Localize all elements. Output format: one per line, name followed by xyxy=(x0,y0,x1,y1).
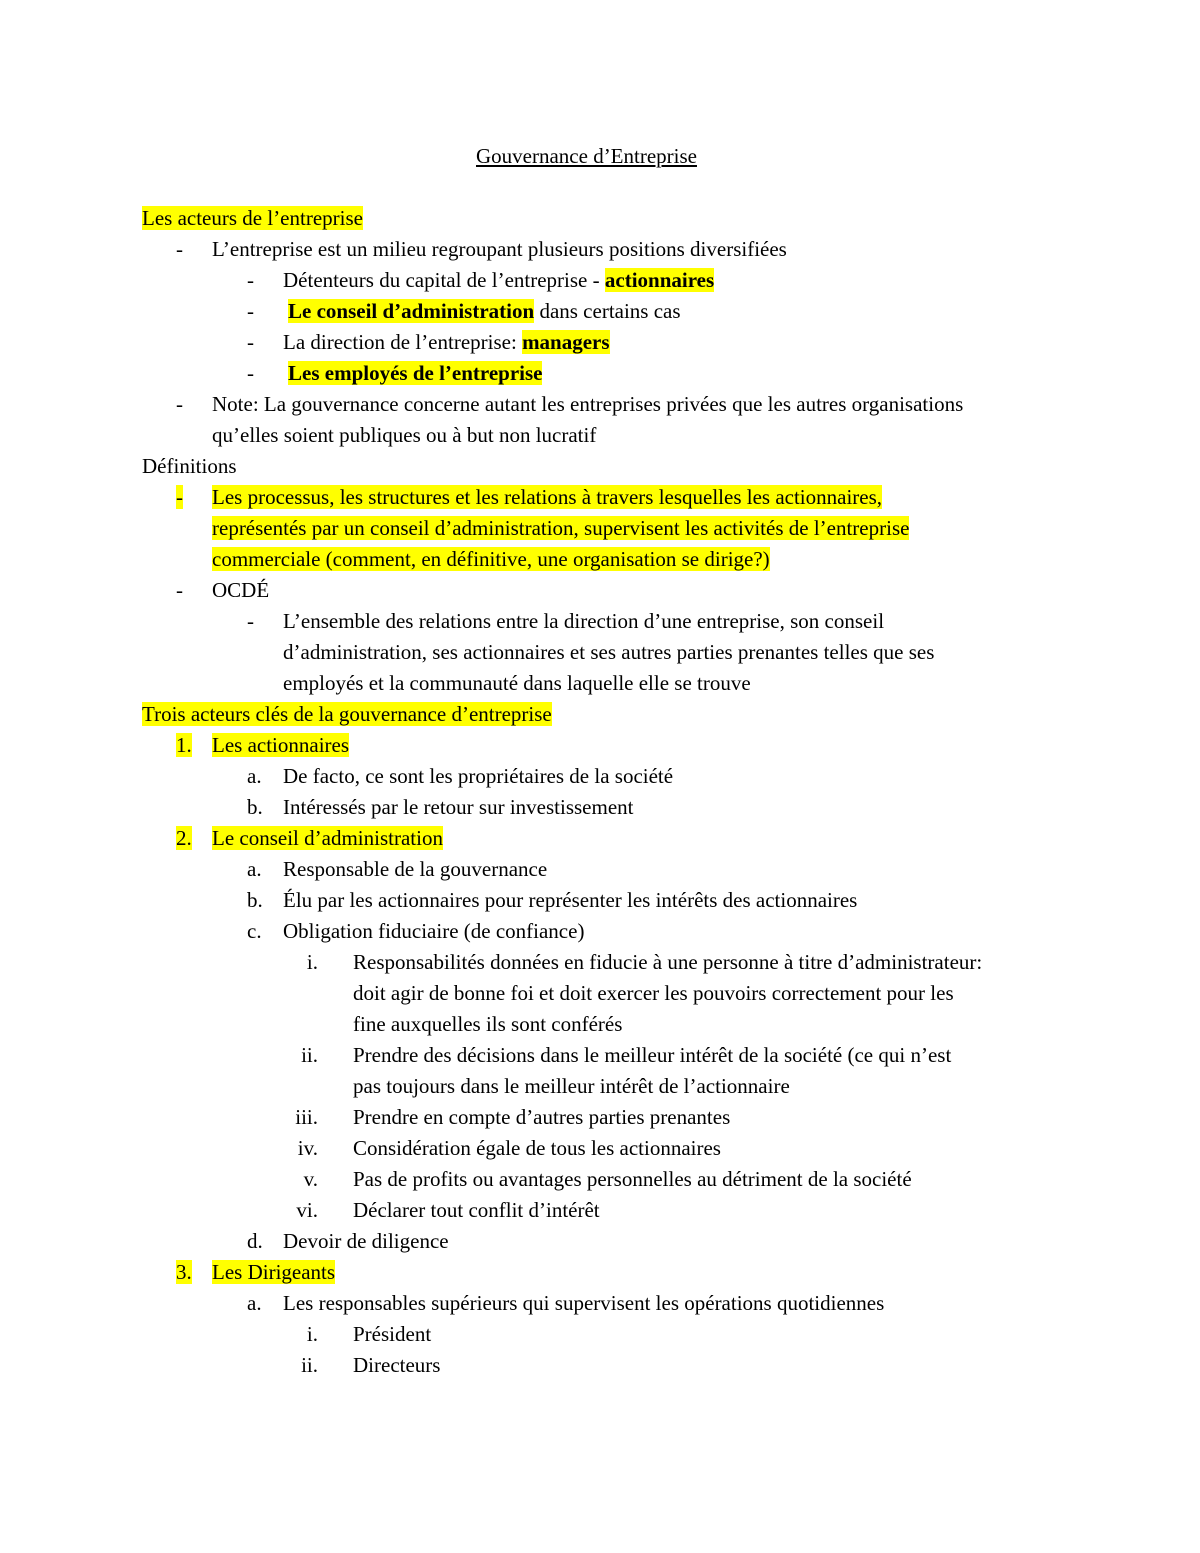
list-item: Note: La gouvernance concerne autant les entreprises privées que les autres organisations xyxy=(212,392,964,416)
list-item-continuation: d’administration, ses actionnaires et ses autres parties prenantes telles que ses xyxy=(283,640,935,664)
list-item: Responsable de la gouvernance xyxy=(283,857,548,881)
list-roman: iv. xyxy=(297,1136,318,1160)
list-item: Directeurs xyxy=(353,1353,441,1377)
list-item: L’entreprise est un milieu regroupant plusieurs positions diversifiées xyxy=(212,237,787,261)
section-heading-definitions: Définitions xyxy=(142,454,237,478)
list-roman: ii. xyxy=(301,1353,318,1377)
dash-marker: - xyxy=(247,361,254,385)
list-item: Devoir de diligence xyxy=(283,1229,449,1253)
list-roman: ii. xyxy=(301,1043,318,1067)
list-letter: c. xyxy=(247,919,262,943)
list-item: Pas de profits ou avantages personnelles au détriment de la société xyxy=(353,1167,912,1191)
list-item: L’ensemble des relations entre la direction d’une entreprise, son conseil xyxy=(283,609,885,633)
list-letter: b. xyxy=(247,888,263,912)
list-item-continuation: employés et la communauté dans laquelle elle se trouve xyxy=(283,671,751,695)
list-item: Obligation fiduciaire (de confiance) xyxy=(283,919,585,943)
list-item-continuation: doit agir de bonne foi et doit exercer les pouvoirs correctement pour les xyxy=(353,981,954,1005)
list-number: 1. xyxy=(176,733,192,757)
list-item: Les Dirigeants xyxy=(212,1260,336,1284)
page-title: Gouvernance d’Entreprise xyxy=(476,144,697,168)
list-item: Déclarer tout conflit d’intérêt xyxy=(353,1198,600,1222)
list-item: De facto, ce sont les propriétaires de la société xyxy=(283,764,674,788)
list-letter: a. xyxy=(247,1291,262,1315)
list-item: Les employés de l’entreprise xyxy=(288,361,543,385)
dash-marker: - xyxy=(176,578,183,602)
list-item: OCDÉ xyxy=(212,578,270,602)
list-number: 3. xyxy=(176,1260,192,1284)
list-number: 2. xyxy=(176,826,192,850)
list-letter: d. xyxy=(247,1229,263,1253)
list-item-continuation: fine auxquelles ils sont conférés xyxy=(353,1012,623,1036)
list-item: Responsabilités données en fiducie à une personne à titre d’administrateur: xyxy=(353,950,983,974)
list-item-continuation: pas toujours dans le meilleur intérêt de l’actionnaire xyxy=(353,1074,790,1098)
list-item: Les responsables supérieurs qui supervisent les opérations quotidiennes xyxy=(283,1291,885,1315)
list-item-continuation: commerciale (comment, en définitive, une organisation se dirige?) xyxy=(212,547,770,571)
list-item: Les processus, les structures et les relations à travers lesquelles les actionnaires, xyxy=(212,485,883,509)
list-item: La direction de l’entreprise: managers xyxy=(283,330,610,354)
list-item-continuation: représentés par un conseil d’administration, supervisent les activités de l’entreprise xyxy=(212,516,910,540)
list-item: Les actionnaires xyxy=(212,733,350,757)
list-item: Élu par les actionnaires pour représenter les intérêts des actionnaires xyxy=(283,888,858,912)
list-item: Intéressés par le retour sur investissement xyxy=(283,795,634,819)
dash-marker: - xyxy=(176,392,183,416)
list-letter: a. xyxy=(247,764,262,788)
dash-marker: - xyxy=(176,237,183,261)
list-item-continuation: qu’elles soient publiques ou à but non lucratif xyxy=(212,423,597,447)
dash-marker: - xyxy=(176,485,183,509)
section-heading-trois-acteurs: Trois acteurs clés de la gouvernance d’entreprise xyxy=(142,702,552,726)
dash-marker: - xyxy=(247,299,254,323)
list-roman: i. xyxy=(306,1322,318,1346)
list-roman: vi. xyxy=(296,1198,318,1222)
dash-marker: - xyxy=(247,330,254,354)
list-roman: iii. xyxy=(295,1105,318,1129)
list-item: Prendre des décisions dans le meilleur intérêt de la société (ce qui n’est xyxy=(353,1043,952,1067)
dash-marker: - xyxy=(247,609,254,633)
list-item: Président xyxy=(353,1322,432,1346)
list-item: Détenteurs du capital de l’entreprise - actionnaires xyxy=(283,268,715,292)
list-letter: b. xyxy=(247,795,263,819)
list-roman: v. xyxy=(303,1167,318,1191)
list-item: Le conseil d’administration xyxy=(212,826,443,850)
list-roman: i. xyxy=(306,950,318,974)
section-heading-acteurs: Les acteurs de l’entreprise xyxy=(142,206,363,230)
list-item: Considération égale de tous les actionnaires xyxy=(353,1136,721,1160)
list-item: Prendre en compte d’autres parties prenantes xyxy=(353,1105,731,1129)
list-letter: a. xyxy=(247,857,262,881)
dash-marker: - xyxy=(247,268,254,292)
list-item: Le conseil d’administration dans certains cas xyxy=(288,299,681,323)
